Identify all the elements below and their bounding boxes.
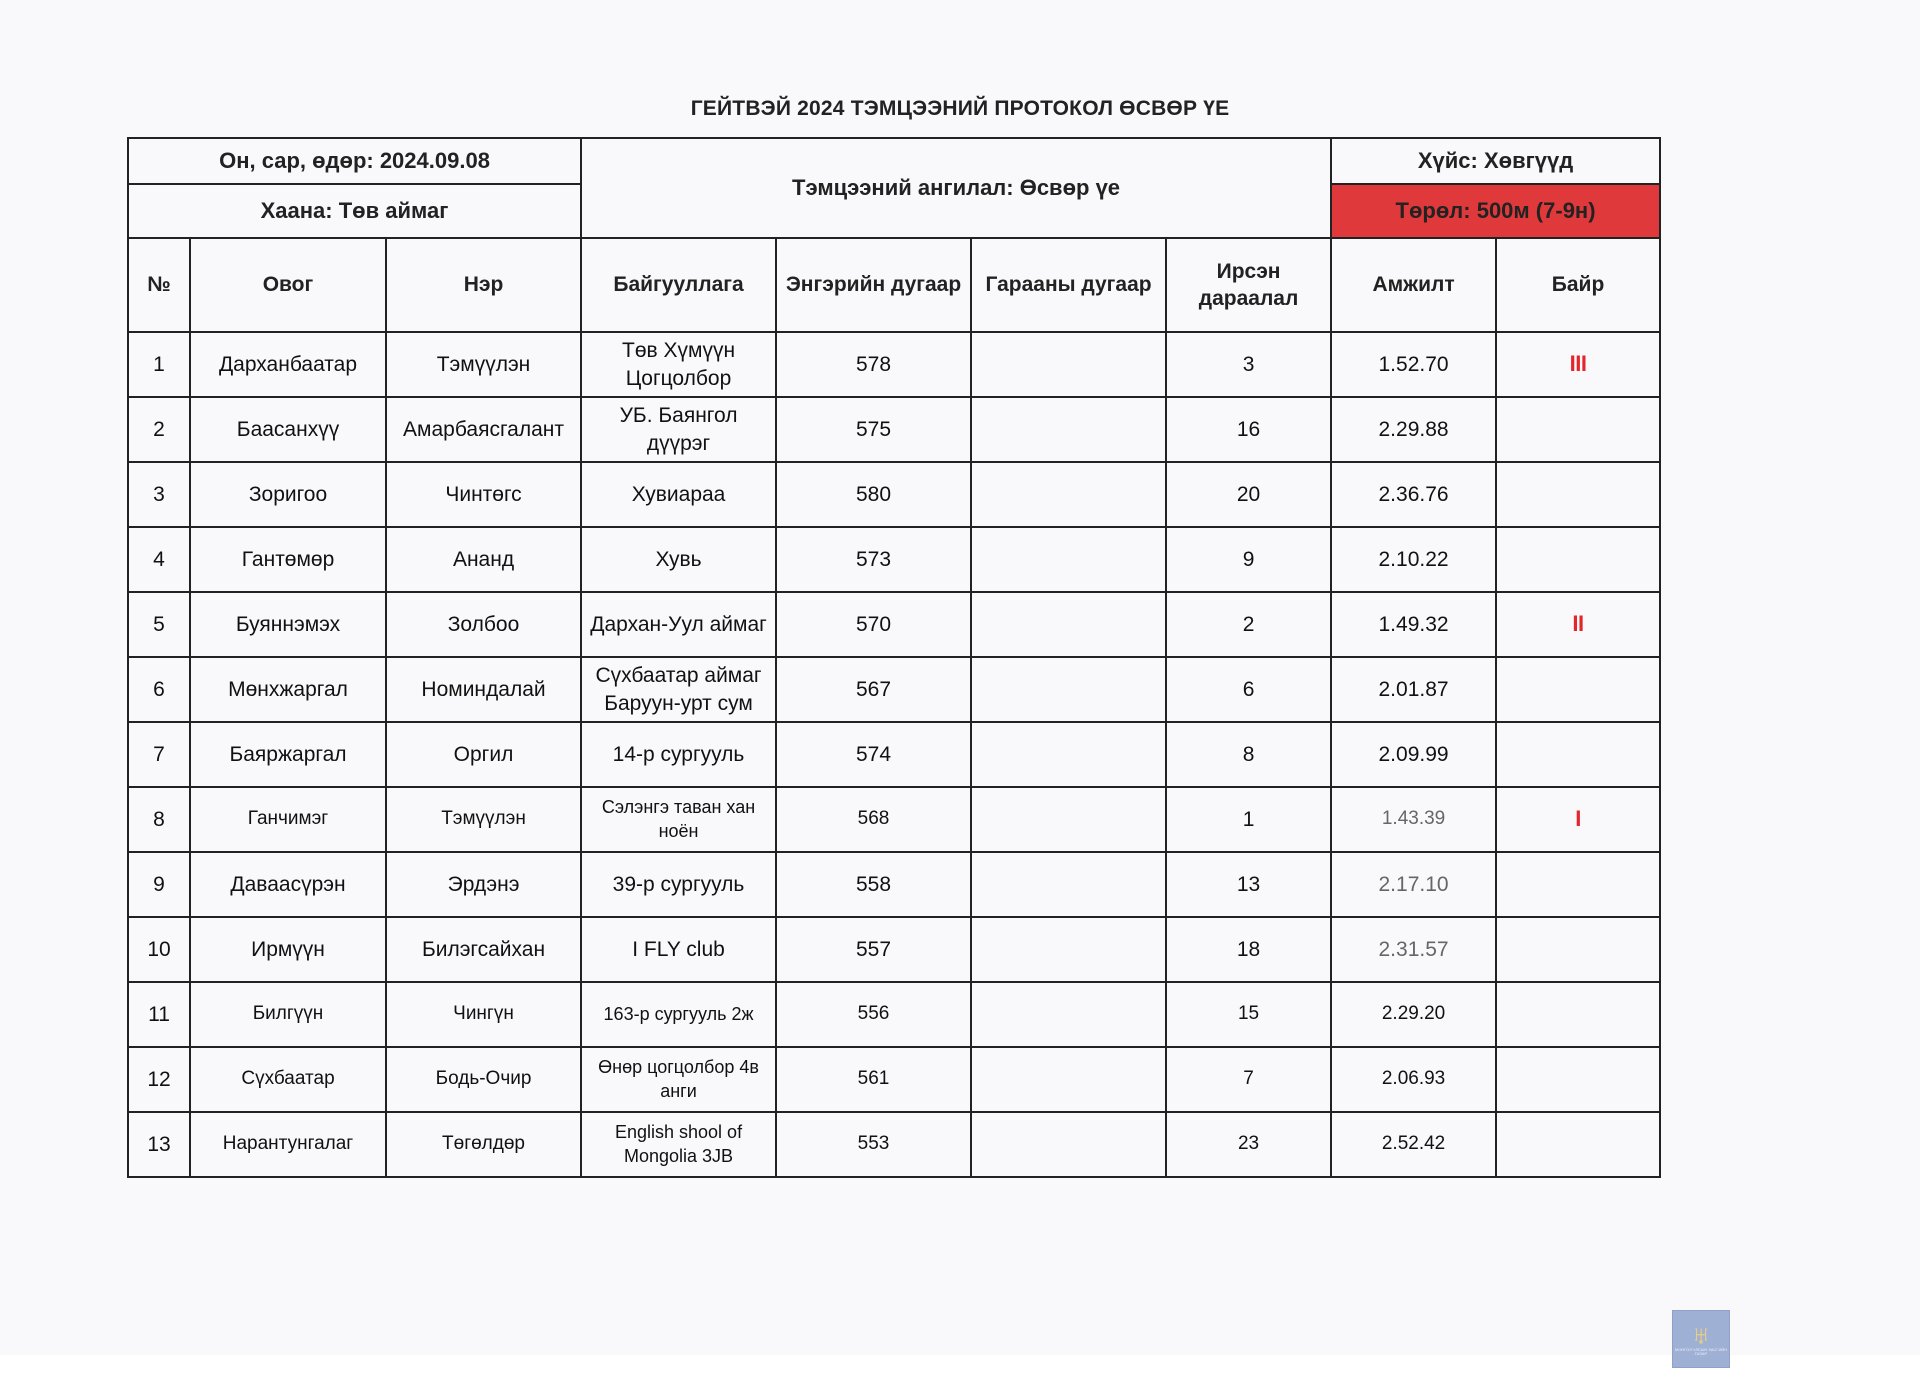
row-arrival-order: 3 xyxy=(1166,332,1331,397)
row-surname: Зоригоо xyxy=(190,462,386,527)
row-bike-number: 557 xyxy=(776,917,971,982)
row-rank xyxy=(1496,852,1660,917)
row-rank xyxy=(1496,1047,1660,1112)
date-cell: Он, сар, өдөр: 2024.09.08 xyxy=(128,138,581,184)
row-name: Амарбаясгалант xyxy=(386,397,581,462)
table-row xyxy=(128,1112,1660,1177)
table-row xyxy=(128,462,1660,527)
row-organization: Төв Хүмүүн Цогцолбор xyxy=(581,332,776,397)
row-surname: Ирмүүн xyxy=(190,917,386,982)
col-header-surname: Овог xyxy=(190,238,386,332)
row-rank: II xyxy=(1496,592,1660,657)
row-number: 11 xyxy=(128,982,190,1047)
row-organization: Хувиараа xyxy=(581,462,776,527)
row-arrival-order: 2 xyxy=(1166,592,1331,657)
col-header-name: Нэр xyxy=(386,238,581,332)
row-result: 2.36.76 xyxy=(1331,462,1496,527)
row-number: 10 xyxy=(128,917,190,982)
row-bike-number: 553 xyxy=(776,1112,971,1177)
row-organization: Дархан-Уул аймаг xyxy=(581,592,776,657)
row-number: 12 xyxy=(128,1047,190,1112)
row-name: Чингүн xyxy=(386,982,581,1047)
row-gate-number xyxy=(971,722,1166,787)
row-bike-number: 578 xyxy=(776,332,971,397)
col-header-arrival-order: Ирсэн дараалал xyxy=(1166,238,1331,332)
protocol-table xyxy=(127,137,1661,1178)
row-surname: Ганчимэг xyxy=(190,787,386,852)
col-header-result: Амжилт xyxy=(1331,238,1496,332)
row-bike-number: 573 xyxy=(776,527,971,592)
row-bike-number: 580 xyxy=(776,462,971,527)
row-name: Бодь-Очир xyxy=(386,1047,581,1112)
column-header-row xyxy=(128,238,1660,332)
row-name: Номиндалай xyxy=(386,657,581,722)
row-arrival-order: 16 xyxy=(1166,397,1331,462)
col-header-bike-number: Энгэрийн дугаар xyxy=(776,238,971,332)
row-number: 4 xyxy=(128,527,190,592)
row-arrival-order: 8 xyxy=(1166,722,1331,787)
table-row xyxy=(128,982,1660,1047)
event-type-cell: Төрөл: 500м (7-9н) xyxy=(1331,184,1660,238)
table-row xyxy=(128,787,1660,852)
row-name: Төгөлдөр xyxy=(386,1112,581,1177)
row-rank xyxy=(1496,1112,1660,1177)
row-bike-number: 568 xyxy=(776,787,971,852)
col-header-rank: Байр xyxy=(1496,238,1660,332)
row-result: 2.17.10 xyxy=(1331,852,1496,917)
col-header-org: Байгууллага xyxy=(581,238,776,332)
category-cell: Тэмцээний ангилал: Өсвөр үе xyxy=(581,138,1331,238)
row-gate-number xyxy=(971,852,1166,917)
table-row xyxy=(128,332,1660,397)
table-row xyxy=(128,397,1660,462)
row-surname: Баасанхүү xyxy=(190,397,386,462)
table-row xyxy=(128,917,1660,982)
table-row xyxy=(128,527,1660,592)
row-organization: 163-р сургууль 2ж xyxy=(581,982,776,1047)
col-header-no: № xyxy=(128,238,190,332)
row-organization: English shool of Mongolia 3JB xyxy=(581,1112,776,1177)
row-result: 2.31.57 xyxy=(1331,917,1496,982)
row-gate-number xyxy=(971,917,1166,982)
row-gate-number xyxy=(971,787,1166,852)
row-organization: Сэлэнгэ таван хан ноён xyxy=(581,787,776,852)
row-arrival-order: 13 xyxy=(1166,852,1331,917)
row-name: Эрдэнэ xyxy=(386,852,581,917)
row-rank xyxy=(1496,397,1660,462)
row-result: 2.09.99 xyxy=(1331,722,1496,787)
row-surname: Сүхбаатар xyxy=(190,1047,386,1112)
row-name: Билэгсайхан xyxy=(386,917,581,982)
row-bike-number: 567 xyxy=(776,657,971,722)
place-cell: Хаана: Төв аймаг xyxy=(128,184,581,238)
row-rank xyxy=(1496,527,1660,592)
row-gate-number xyxy=(971,397,1166,462)
row-name: Ананд xyxy=(386,527,581,592)
row-bike-number: 556 xyxy=(776,982,971,1047)
col-header-gate-number: Гарааны дугаар xyxy=(971,238,1166,332)
row-gate-number xyxy=(971,462,1166,527)
row-arrival-order: 9 xyxy=(1166,527,1331,592)
row-surname: Даваасүрэн xyxy=(190,852,386,917)
row-gate-number xyxy=(971,1047,1166,1112)
row-number: 6 xyxy=(128,657,190,722)
row-name: Золбоо xyxy=(386,592,581,657)
table-row xyxy=(128,1047,1660,1112)
row-arrival-order: 20 xyxy=(1166,462,1331,527)
row-result: 1.43.39 xyxy=(1331,787,1496,852)
row-surname: Мөнхжаргал xyxy=(190,657,386,722)
row-result: 2.52.42 xyxy=(1331,1112,1496,1177)
row-surname: Билгүүн xyxy=(190,982,386,1047)
row-gate-number xyxy=(971,527,1166,592)
gender-cell: Хүйс: Хөвгүүд xyxy=(1331,138,1660,184)
row-number: 2 xyxy=(128,397,190,462)
row-name: Тэмүүлэн xyxy=(386,332,581,397)
row-number: 13 xyxy=(128,1112,190,1177)
row-rank xyxy=(1496,917,1660,982)
row-rank: I xyxy=(1496,787,1660,852)
row-bike-number: 570 xyxy=(776,592,971,657)
row-result: 2.01.87 xyxy=(1331,657,1496,722)
table-row xyxy=(128,722,1660,787)
row-result: 2.10.22 xyxy=(1331,527,1496,592)
row-organization: Хувь xyxy=(581,527,776,592)
table-row xyxy=(128,852,1660,917)
row-organization: 14-р сургууль xyxy=(581,722,776,787)
row-arrival-order: 6 xyxy=(1166,657,1331,722)
row-organization: Өнөр цогцолбор 4в анги xyxy=(581,1047,776,1112)
row-organization: Сүхбаатар аймаг Баруун-урт сум xyxy=(581,657,776,722)
row-arrival-order: 23 xyxy=(1166,1112,1331,1177)
row-surname: Нарантунгалаг xyxy=(190,1112,386,1177)
row-arrival-order: 7 xyxy=(1166,1047,1331,1112)
row-bike-number: 575 xyxy=(776,397,971,462)
row-name: Чинтөгс xyxy=(386,462,581,527)
row-arrival-order: 1 xyxy=(1166,787,1331,852)
row-organization: I FLY club xyxy=(581,917,776,982)
row-gate-number xyxy=(971,1112,1166,1177)
row-rank xyxy=(1496,462,1660,527)
row-number: 7 xyxy=(128,722,190,787)
soyombo-icon: ♅ xyxy=(1691,1319,1711,1350)
row-gate-number xyxy=(971,982,1166,1047)
row-arrival-order: 15 xyxy=(1166,982,1331,1047)
row-result: 1.49.32 xyxy=(1331,592,1496,657)
row-rank: III xyxy=(1496,332,1660,397)
row-organization: УБ. Баянгол дүүрэг xyxy=(581,397,776,462)
row-bike-number: 574 xyxy=(776,722,971,787)
government-seal-logo xyxy=(1672,1310,1730,1368)
row-number: 5 xyxy=(128,592,190,657)
row-name: Оргил xyxy=(386,722,581,787)
row-result: 2.06.93 xyxy=(1331,1047,1496,1112)
row-number: 1 xyxy=(128,332,190,397)
table-row xyxy=(128,592,1660,657)
row-number: 3 xyxy=(128,462,190,527)
row-gate-number xyxy=(971,657,1166,722)
row-surname: Дарханбаатар xyxy=(190,332,386,397)
row-surname: Буяннэмэх xyxy=(190,592,386,657)
row-surname: Гантөмөр xyxy=(190,527,386,592)
row-result: 2.29.20 xyxy=(1331,982,1496,1047)
row-result: 2.29.88 xyxy=(1331,397,1496,462)
row-rank xyxy=(1496,657,1660,722)
document-title: ГЕЙТВЭЙ 2024 ТЭМЦЭЭНИЙ ПРОТОКОЛ ӨСВӨР ҮЕ xyxy=(690,97,1230,120)
row-rank xyxy=(1496,982,1660,1047)
row-gate-number xyxy=(971,592,1166,657)
row-arrival-order: 18 xyxy=(1166,917,1331,982)
row-organization: 39-р сургууль xyxy=(581,852,776,917)
row-surname: Баяржаргал xyxy=(190,722,386,787)
page-bottom-margin xyxy=(0,1355,1920,1395)
row-number: 8 xyxy=(128,787,190,852)
row-rank xyxy=(1496,722,1660,787)
row-bike-number: 558 xyxy=(776,852,971,917)
row-name: Тэмүүлэн xyxy=(386,787,581,852)
row-bike-number: 561 xyxy=(776,1047,971,1112)
table-row xyxy=(128,657,1660,722)
row-result: 1.52.70 xyxy=(1331,332,1496,397)
row-gate-number xyxy=(971,332,1166,397)
row-number: 9 xyxy=(128,852,190,917)
seal-text: МОНГОЛ УЛСЫН ЗАСГИЙН ГАЗАР xyxy=(1674,1346,1728,1356)
